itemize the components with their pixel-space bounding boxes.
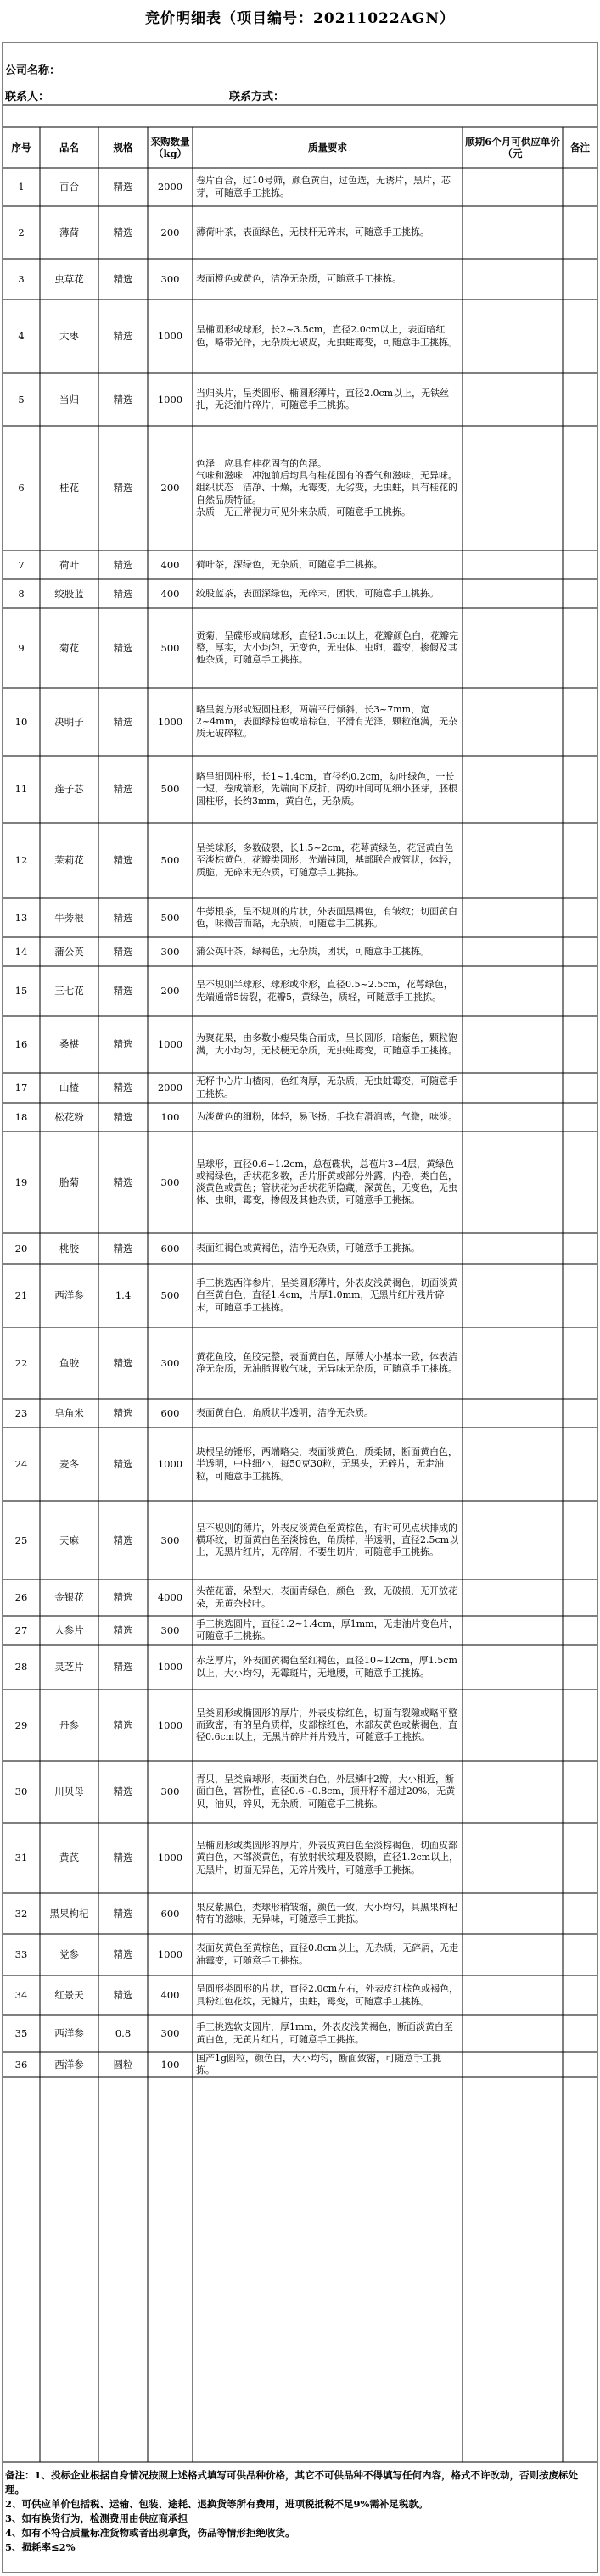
row-quality-requirement: 薄荷叶茶，表面绿色，无枝杆无碎末，可随意手工挑拣。 [196,226,429,237]
row-remark-cell [563,259,597,299]
row-remark-cell [563,2015,597,2052]
row-quantity: 1000 [157,393,183,405]
row-product-name: 荷叶 [59,558,79,571]
row-product-name: 桑椹 [59,1038,79,1050]
row-quantity: 500 [160,641,180,654]
row-remark-cell [563,168,597,206]
row-number: 15 [14,985,28,997]
row-remark-cell [563,1327,597,1399]
row-product-name: 黑果枸杞 [49,1907,89,1919]
row-number: 20 [14,1242,28,1254]
row-quality-requirement: 牛蒡根茶，呈不规则的片状，外表面黑褐色，有皱纹；切面黄白色，味微苦而黏，无杂质，可随意手工挑拣。 [196,905,457,929]
row-number: 4 [18,330,25,342]
row-number: 35 [14,2027,28,2039]
row-number: 32 [14,1907,28,1919]
header-spec: 规格 [113,142,133,154]
row-price-cell [463,1264,563,1327]
row-product-name: 虫草花 [54,272,84,285]
row-spec: 精选 [113,330,133,342]
row-number: 25 [14,1534,28,1546]
row-spec: 精选 [113,945,133,958]
row-product-name: 人参片 [54,1623,84,1636]
row-price-cell [463,259,563,299]
row-quality-requirement: 呈椭圆形或球形，长2~3.5cm，直径2.0cm以上，表面暗红色，略带光泽，无杂质无破皮，无虫蛀霉变，可随意手工挑拣。 [196,324,457,348]
row-spec: 精选 [113,1038,133,1050]
row-quality-requirement: 手工挑选圆片，直径1.2~1.4cm，厚1mm，无走油片变色片，可随意手工挑拣。 [196,1618,458,1641]
row-product-name: 金银花 [54,1591,84,1603]
row-number: 12 [14,854,28,866]
row-spec: 精选 [113,587,133,600]
row-remark-cell [563,299,597,373]
row-number: 36 [14,2058,28,2070]
row-spec: 精选 [113,1718,133,1731]
row-quality-requirement: 卷片百合，过10号筛，颜色黄白，过色选，无诱片，黑片，芯芽，可随意手工挑拣。 [196,175,451,198]
row-quantity: 200 [160,985,180,997]
row-quantity: 1000 [157,1458,183,1470]
row-product-name: 大枣 [59,330,79,342]
row-quality-requirement: 为聚花果，由多数小瘦果集合而成，呈长圆形，暗紫色，颗粒饱满，大小均匀，无枝梗无杂质，无虫蛀霉变，可随意手工挑拣。 [196,1032,457,1056]
row-price-cell [463,1428,563,1501]
row-price-cell [463,373,563,426]
row-spec: 圆粒 [113,2058,133,2070]
row-spec: 精选 [113,1852,133,1864]
row-quality-requirement: 手工挑选软支圆片，厚1mm，外表皮浅黄褐色，断面淡黄白至黄白色，无黄片红片，可随意手工挑拣。 [196,2021,453,2045]
row-remark-cell [563,1103,597,1132]
row-price-cell [463,2015,563,2052]
row-price-cell [463,1399,563,1428]
row-quantity: 1000 [157,715,183,728]
row-quantity: 500 [160,783,180,795]
row-spec: 精选 [113,1591,133,1603]
row-quantity: 100 [160,2058,180,2070]
row-quality-requirement: 荷叶茶，深绿色，无杂质，可随意手工挑拣。 [196,558,383,570]
row-quality-requirement: 呈球形，直径0.6~1.2cm，总苞碟状，总苞片3~4层，黄绿色或褐绿色，舌状花多数，舌片肝黄或部分外露，内卷，类白色，淡黄色或黄色；管状花为舌状花所隐藏，深黄色，无变色，无虫体、虫卵，霉变，掺假及其他杂质，可随意手工挑拣。 [196,1158,457,1206]
row-quantity: 300 [160,1176,180,1188]
row-quality-requirement: 呈不规则的薄片，外表皮淡黄色至黄棕色，有时可见点状排成的横环纹，切面黄白色至淡棕色，角质样，半透明，直径2.5cm以上，无黑片红片，无碎屑，不要生切片，可随意手工挑拣。 [196,1522,459,1558]
row-quantity: 2000 [157,1081,183,1093]
row-spec: 精选 [113,641,133,654]
row-product-name: 菊花 [59,641,79,654]
row-price-cell [463,608,563,688]
row-quality-requirement: 略呈菱方形或短圆柱形，两端平行倾斜，长3~7mm，宽2~4mm，表面绿棕色或暗棕色，平滑有光泽，颗粒饱满，无杂质无破碎粒。 [196,703,458,740]
row-number: 23 [14,1406,28,1419]
row-remark-cell [563,1893,597,1934]
row-number: 17 [14,1081,28,1093]
note-4: 4、如有不符合质量标准货物或者出现拿货，伤品等情形拒绝收货。 [5,2527,295,2539]
row-spec: 精选 [113,1242,133,1254]
row-remark-cell [563,1016,597,1073]
row-remark-cell [563,550,597,579]
row-spec: 精选 [113,715,133,728]
note-2: 2、可供应单价包括税、运输、包装、途耗、退换货等所有费用，进项税抵税不足9%需补足税款。 [5,2498,429,2510]
row-price-cell [463,1975,563,2015]
note-3: 3、如有换货行为，检测费用由供应商承担 [5,2512,188,2524]
row-product-name: 天麻 [59,1534,79,1546]
row-product-name: 红景天 [54,1989,84,2001]
row-quantity: 600 [160,1242,180,1254]
row-remark-cell [563,756,597,823]
row-price-cell [463,299,563,373]
row-product-name: 百合 [59,181,79,193]
row-product-name: 黄芪 [59,1852,79,1864]
row-quantity: 1000 [157,1661,183,1673]
row-quantity: 300 [160,945,180,958]
row-number: 19 [14,1176,28,1188]
row-spec: 精选 [113,854,133,866]
row-number: 1 [18,181,25,193]
row-price-cell [463,1073,563,1103]
row-remark-cell [563,373,597,426]
row-product-name: 绞股蓝 [54,587,84,600]
row-spec: 精选 [113,1176,133,1188]
row-price-cell [463,756,563,823]
row-quality-requirement: 略呈细圆柱形，长1~1.4cm，直径约0.2cm，幼叶绿色，一长一短，卷成箭形，先端向下反折，两幼叶间可见细小胚芽，胚根圆柱形，长约3mm，黄白色，无杂质。 [196,771,457,807]
header-no: 序号 [11,142,31,154]
row-quantity: 1000 [157,1718,183,1731]
row-quantity: 300 [160,1534,180,1546]
row-price-cell [463,937,563,966]
row-product-name: 西洋参 [54,2058,84,2070]
row-spec: 精选 [113,181,133,193]
row-price-cell [463,1327,563,1399]
row-remark-cell [563,937,597,966]
row-product-name: 桂花 [59,482,79,494]
row-spec: 精选 [113,1356,133,1369]
row-number: 14 [14,945,28,958]
row-remark-cell [563,1233,597,1264]
row-number: 5 [18,393,25,405]
row-remark-cell [563,1073,597,1103]
row-remark-cell [563,1399,597,1428]
company-name-label: 公司名称： [5,64,61,77]
row-product-name: 西洋参 [54,1289,84,1301]
row-quantity: 1000 [157,1852,183,1864]
row-spec: 精选 [113,1948,133,1960]
row-remark-cell [563,1975,597,2015]
row-price-cell [463,168,563,206]
row-product-name: 桃胶 [59,1242,79,1254]
row-quantity: 500 [160,1289,180,1301]
row-product-name: 麦冬 [59,1458,79,1470]
row-remark-cell [563,823,597,898]
row-quantity: 100 [160,1110,180,1123]
row-spec: 精选 [113,393,133,405]
row-quality-requirement: 呈不规则半球形、球形或伞形，直径0.5~2.5cm，花萼绿色，先端通常5齿裂，花瓣5，黄绿色，质轻，可随意手工挑拣。 [196,979,453,1003]
row-quality-requirement: 绞股蓝茶，表面深绿色，无碎末，团状，可随意手工挑拣。 [196,587,439,599]
row-remark-cell [563,966,597,1016]
row-price-cell [463,898,563,937]
row-number: 2 [18,226,25,238]
row-number: 31 [14,1852,28,1864]
row-remark-cell [563,1579,597,1616]
row-product-name: 川贝母 [54,1785,84,1797]
note-5: 5、损耗率≤2% [5,2541,76,2553]
row-price-cell [463,579,563,608]
row-quality-requirement: 块根呈纺锤形，两端略尖，表面淡黄色，质柔韧，断面黄白色，半透明，中柱细小，每50克30粒，无黑头，无碎片，无走油粒，可随意手工挑拣。 [196,1446,457,1482]
row-spec: 精选 [113,1989,133,2001]
row-quality-requirement: 果皮紫黑色，类球形稍皱缩，颜色一致，大小均匀，具黑果枸杞特有的滋味，无异味，可随意手工挑拣。 [196,1901,457,1925]
row-quality-requirement: 当归头片，呈类圆形、椭圆形薄片，直径2.0cm以上，无铁丝扎，无泛油片碎片，可随意手工挑拣。 [196,387,450,411]
row-price-cell [463,966,563,1016]
row-number: 6 [18,482,25,494]
row-spec: 精选 [113,226,133,238]
row-quality-requirement: 呈圆形类圆形的片状，直径2.0cm左右，外表皮红棕色或褐色，具粉红色花纹，无糠片，虫蛀，霉变，可随意手工挑拣。 [196,1983,459,2007]
row-product-name: 胎菊 [59,1176,79,1188]
row-number: 22 [14,1356,28,1369]
row-spec: 精选 [113,911,133,924]
row-number: 13 [14,911,28,924]
row-number: 7 [18,558,25,571]
header-remark: 备注 [570,142,590,154]
row-quantity: 300 [160,2027,180,2039]
row-product-name: 牛蒡根 [54,911,84,924]
header-name: 品名 [59,142,79,154]
row-spec: 精选 [113,1661,133,1673]
row-product-name: 决明子 [54,715,84,728]
row-price-cell [463,1103,563,1132]
row-product-name: 茉莉花 [54,854,84,866]
row-quality-requirement: 手工挑选西洋参片，呈类圆形薄片，外表皮浅黄褐色，切面淡黄白至黄白色，直径1.4cm，片厚1.0mm，无黑片红片残片碎末，可随意手工挑拣。 [196,1277,457,1313]
row-quality-requirement: 头茬花蕾，朵型大，表面青绿色，颜色一致，无破损，无开放花朵，无黄杂枝叶。 [196,1585,457,1609]
row-product-name: 莲子芯 [54,783,84,795]
row-spec: 精选 [113,482,133,494]
row-product-name: 三七花 [54,985,84,997]
row-price-cell [463,1579,563,1616]
row-price-cell [463,1016,563,1073]
row-number: 21 [14,1289,28,1301]
row-remark-cell [563,1645,597,1690]
contact-person-label: 联系人： [5,91,50,103]
row-remark-cell [563,1501,597,1579]
row-price-cell [463,1501,563,1579]
row-quantity: 2000 [157,181,183,193]
row-product-name: 鱼胶 [59,1356,79,1369]
notes-section [5,2468,595,2555]
row-quality-requirement: 呈椭圆形或类圆形的厚片，外表皮黄白色至淡棕褐色，切面皮部黄白色，木部淡黄色，有放射状纹理及裂隙，直径1.2cm以上，无黑片，切面无异色，无碎片残片，可随意手工挑拣。 [196,1840,459,1875]
row-quantity: 500 [160,854,180,866]
row-spec: 精选 [113,272,133,285]
row-product-name: 山楂 [59,1081,79,1093]
row-product-name: 松花粉 [54,1110,84,1123]
row-spec: 精选 [113,1458,133,1470]
row-quality-requirement: 色泽 应具有桂花固有的色泽。 气味和滋味 冲泡前后均具有桂花固有的香气和滋味，无异味。 组织状态 洁净、干燥，无霉变，无劣变，无虫蛀，具有桂花的自然品质特征。 杂质 无正常视力可见外来杂质，可随意手工挑拣。 [196,457,457,517]
row-spec: 精选 [113,1406,133,1419]
row-spec: 精选 [113,558,133,571]
row-quantity: 300 [160,1356,180,1369]
row-number: 24 [14,1458,28,1470]
row-price-cell [463,2052,563,2077]
row-price-cell [463,426,563,550]
row-price-cell [463,1823,563,1893]
row-remark-cell [563,1934,597,1975]
row-number: 3 [18,272,25,285]
row-quality-requirement: 青贝，呈类扁球形，表面类白色，外层鳞叶2瓣，大小相近，断面白色，富粉性，直径0.6~0.8cm，顶开籽不超过20%，无黄贝，油贝，碎贝，无杂质，可随意手工挑拣。 [196,1774,456,1809]
row-quantity: 300 [160,1623,180,1636]
row-price-cell [463,206,563,259]
row-price-cell [463,550,563,579]
row-quantity: 300 [160,272,180,285]
row-remark-cell [563,1616,597,1645]
row-quantity: 200 [160,482,180,494]
row-price-cell [463,1616,563,1645]
row-remark-cell [563,1690,597,1761]
row-quantity: 4000 [157,1591,183,1603]
row-product-name: 当归 [59,393,79,405]
row-remark-cell [563,1823,597,1893]
row-product-name: 蒲公英 [54,945,84,958]
row-quantity: 1000 [157,1038,183,1050]
row-number: 16 [14,1038,28,1050]
row-price-cell [463,688,563,756]
row-price-cell [463,1645,563,1690]
row-number: 26 [14,1591,28,1603]
row-quantity: 200 [160,226,180,238]
row-price-cell [463,1893,563,1934]
row-remark-cell [563,1264,597,1327]
row-remark-cell [563,688,597,756]
row-quality-requirement: 呈类圆形或椭圆形的厚片，外表皮棕红色，切面有裂隙或略平整而致密，有的呈角质样，皮部棕红色，木部灰黄色或紫褐色，直径0.6cm以上，无黑片碎片并片残片，可随意手工挑拣。 [196,1707,457,1743]
row-number: 29 [14,1718,28,1731]
row-quality-requirement: 国产1g圆粒，颜色白，大小均匀，断面致密，可随意手工挑拣。 [196,2052,442,2076]
row-spec: 精选 [113,1534,133,1546]
row-price-cell [463,1934,563,1975]
row-price-cell [463,1233,563,1264]
row-spec: 0.8 [115,2027,132,2039]
row-spec: 精选 [113,1623,133,1636]
contact-phone-label: 联系方式： [229,91,285,103]
row-quality-requirement: 无籽中心片山楂肉，色红肉厚，无杂质，无虫蛀霉变，可随意手工挑拣。 [196,1076,457,1099]
row-product-name: 皂角米 [54,1406,84,1419]
row-number: 30 [14,1785,28,1797]
row-quality-requirement: 表面灰黄色至黄棕色，直径0.8cm以上，无杂质，无碎屑，无走油霉变，可随意手工挑拣。 [196,1942,459,1966]
row-quality-requirement: 贡菊，呈碟形或扁球形，直径1.5cm以上，花瓣颜色白，花瓣完整，厚实，大小均匀，无变色，无虫体、虫卵，霉变，掺假及其他杂质，可随意手工挑拣。 [196,629,459,666]
row-number: 10 [14,715,28,728]
row-remark-cell [563,206,597,259]
row-spec: 精选 [113,985,133,997]
row-product-name: 西洋参 [54,2027,84,2039]
page-title: 竞价明细表（项目编号：20211022AGN） [145,10,455,27]
row-quality-requirement: 表面橙色或黄色，洁净无杂质，可随意手工挑拣。 [196,272,401,284]
row-number: 34 [14,1989,28,2001]
row-product-name: 党参 [59,1948,79,1960]
row-number: 33 [14,1948,28,1960]
row-spec: 精选 [113,1110,133,1123]
row-remark-cell [563,579,597,608]
row-quantity: 1000 [157,1948,183,1960]
row-price-cell [463,1761,563,1823]
row-product-name: 灵芝片 [54,1661,84,1673]
row-quantity: 400 [160,587,180,600]
row-product-name: 丹参 [59,1718,79,1731]
row-quality-requirement: 蒲公英叶茶，绿褐色，无杂质，团状，可随意手工挑拣。 [196,945,429,957]
row-number: 27 [14,1623,28,1636]
row-quantity: 600 [160,1907,180,1919]
header-qty: 采购数量（kg） [150,136,190,159]
row-quality-requirement: 赤芝厚片，外表面黄褐色至红褐色，直径10~12cm，厚1.5cm以上，大小均匀，无霉斑片，无地腰，可随意手工挑拣。 [196,1655,457,1679]
row-quantity: 600 [160,1406,180,1419]
row-quantity: 400 [160,1989,180,2001]
row-spec: 精选 [113,1785,133,1797]
header-quality: 质量要求 [308,142,347,154]
note-1: 备注：1、投标企业根据自身情况按照上述格式填写可供品种价格，其它不可供品种不得填写任何内容，格式不许改动，否则按废标处理。 [5,2469,578,2495]
row-quantity: 500 [160,911,180,924]
header-price: 顺期6个月可供应单价（元 [465,136,560,159]
row-price-cell [463,823,563,898]
row-remark-cell [563,426,597,550]
row-quantity: 1000 [157,330,183,342]
row-remark-cell [563,1428,597,1501]
row-price-cell [463,1132,563,1233]
row-number: 11 [14,783,28,795]
row-remark-cell [563,608,597,688]
row-remark-cell [563,1761,597,1823]
row-product-name: 薄荷 [59,226,79,238]
row-number: 18 [14,1110,28,1123]
row-quantity: 400 [160,558,180,571]
row-spec: 精选 [113,1907,133,1919]
row-spec: 1.4 [115,1289,132,1301]
row-number: 8 [18,587,25,600]
row-remark-cell [563,2052,597,2077]
row-quantity: 300 [160,1785,180,1797]
row-number: 28 [14,1661,28,1673]
row-quality-requirement: 表面黄白色，角质状半透明，洁净无杂质。 [196,1406,373,1418]
row-remark-cell [563,1132,597,1233]
row-remark-cell [563,898,597,937]
row-spec: 精选 [113,1081,133,1093]
row-quality-requirement: 呈类球形，多数破裂，长1.5~2cm，花萼黄绿色，花冠黄白色至淡棕黄色，花瓣类圆形，先端钝圆，基部联合成管状，体轻，质脆，无碎末无杂质，可随意手工挑拣。 [196,842,457,878]
row-quality-requirement: 为淡黄色的细粉，体轻，易飞扬，手捻有滑润感，气微，味淡。 [196,1110,457,1122]
row-spec: 精选 [113,783,133,795]
row-number: 9 [18,641,25,654]
row-quality-requirement: 表面红褐色或黄褐色，洁净无杂质，可随意手工挑拣。 [196,1242,420,1254]
row-price-cell [463,1690,563,1761]
row-quality-requirement: 黄花鱼胶，鱼胶完整，表面黄白色，厚薄大小基本一致，体表洁净无杂质，无油脂腥败气味，无异味无杂质，可随意手工挑拣。 [196,1350,457,1374]
